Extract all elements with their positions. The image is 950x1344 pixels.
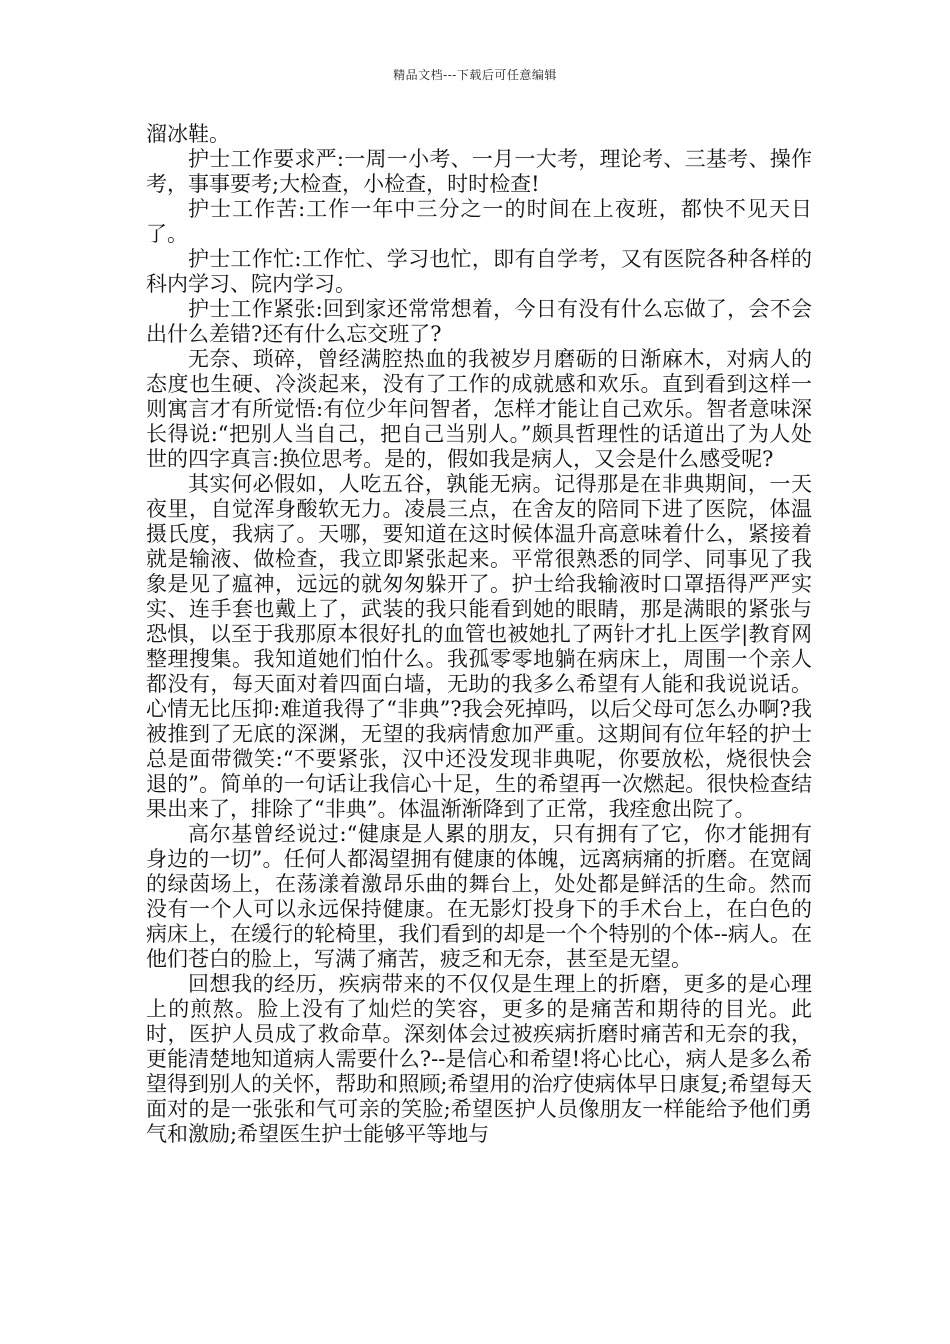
paragraph: 护士工作苦:工作一年中三分之一的时间在上夜班，都快不见天日了。 — [146, 197, 812, 246]
paragraph-continuation: 溜冰鞋。 — [146, 122, 230, 146]
document-body — [146, 122, 812, 1147]
paragraph: 回想我的经历，疾病带来的不仅仅是生理上的折磨，更多的是心理上的煎熬。脸上没有了灿烂的笑容，更多的是痛苦和期待的目光。此时，医护人员成了救命草。深刻体会过被疾病折磨时痛苦和无奈的我，更能清楚地知道病人需要什么?--是信心和希望!将心比心，病人是多么希望得到别人的关怀，帮助和照顾;希望用的治疗使病体早日康复;希望每天面对的是一张张和气可亲的笑脸;希望医护人员像朋友一样能给予他们勇气和激励;希望医生护士能够平等地与 — [146, 972, 812, 1146]
paragraph: 护士工作忙:工作忙、学习也忙，即有自学考，又有医院各种各样的科内学习、院内学习。 — [146, 247, 812, 296]
page-header: 精品文档---下载后可任意编辑 — [393, 68, 557, 82]
paragraph: 高尔基曾经说过:“健康是人累的朋友，只有拥有了它，你才能拥有身边的一切”。任何人都渴望拥有健康的体魄，远离病痛的折磨。在宽阔的绿茵场上，在荡漾着激昂乐曲的舞台上，处处都是鲜活的生命。然而没有一个人可以永远保持健康。在无影灯投身下的手术台上，在白色的病床上，在缓行的轮椅里，我们看到的却是一个个特别的个体--病人。在他们苍白的脸上，写满了痛苦，疲乏和无奈，甚至是无望。 — [146, 822, 812, 971]
paragraph: 无奈、琐碎，曾经满腔热血的我被岁月磨砺的日渐麻木，对病人的态度也生硬、冷淡起来，没有了工作的成就感和欢乐。直到看到这样一则寓言才有所觉悟:有位少年问智者，怎样才能让自己欢乐。智者意味深长得说:“把别人当自己，把自己当别人。”颇具哲理性的话道出了为人处世的四字真言:换位思考。是的，假如我是病人，又会是什么感受呢? — [146, 347, 812, 471]
paragraph: 护士工作要求严:一周一小考、一月一大考，理论考、三基考、操作考，事事要考;大检查，小检查，时时检查! — [146, 147, 812, 196]
paragraph: 其实何必假如，人吃五谷，孰能无病。记得那是在非典期间，一天夜里，自觉浑身酸软无力。凌晨三点，在舍友的陪同下进了医院，体温摄氏度，我病了。天哪，要知道在这时候体温升高意味着什么，紧接着就是输液、做检查，我立即紧张起来。平常很熟悉的同学、同事见了我象是见了瘟神，远远的就匆匆躲开了。护士给我输液时口罩捂得严严实实、连手套也戴上了，武装的我只能看到她的眼睛，那是满眼的紧张与恐惧，以至于我那原本很好扎的血管也被她扎了两针才扎上医学|教育网整理搜集。我知道她们怕什么。我孤零零地躺在病床上，周围一个亲人都没有，每天面对着四面白墙，无助的我多么希望有人能和我说说话。心情无比压抑:难道我得了“非典”?我会死掉吗，以后父母可怎么办啊?我被推到了无底的深渊，无望的我病情愈加严重。这期间有位年轻的护士总是面带微笑:“不要紧张，汉中还没发现非典呢，你要放松，烧很快会退的”。简单的一句话让我信心十足，生的希望再一次燃起。很快检查结果出来了，排除了“非典”。体温渐渐降到了正常，我痊愈出院了。 — [146, 472, 812, 821]
paragraph: 护士工作紧张:回到家还常常想着，今日有没有什么忘做了，会不会出什么差错?还有什么忘交班了? — [146, 297, 812, 346]
